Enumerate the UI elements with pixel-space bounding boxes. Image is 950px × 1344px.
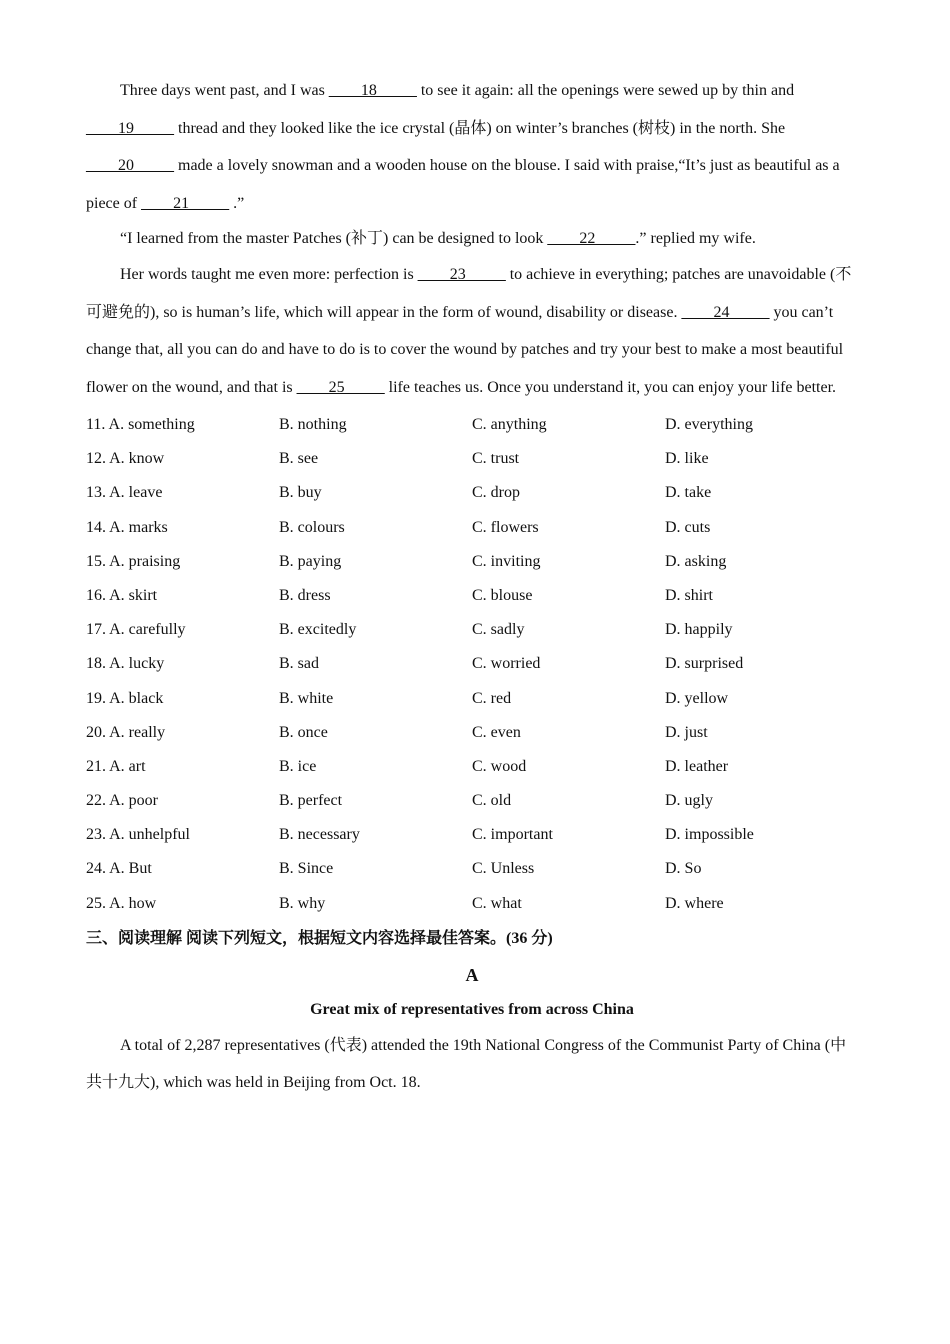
cloze-paragraph-1: [86, 72, 858, 222]
option-c: C. anything: [472, 416, 547, 433]
option-d: D. like: [665, 450, 709, 468]
option-b: B. white: [279, 689, 334, 707]
option-row: [86, 716, 858, 750]
option-d: D. leather: [665, 757, 729, 775]
option-b: B. see: [279, 450, 319, 468]
option-b: B. colours: [279, 518, 345, 536]
option-c: C. old: [472, 792, 512, 810]
option-a: 12. A. know: [86, 450, 165, 468]
option-d: D. where: [665, 894, 724, 912]
option-c: C. inviting: [472, 552, 541, 570]
option-a: 21. A. art: [86, 757, 146, 775]
blank-19: ____19_____: [86, 119, 174, 137]
text-run: life teaches us. Once you understand it, you can enjoy your life better.: [384, 378, 837, 396]
option-c: C. Unless: [472, 860, 535, 878]
option-d: D. ugly: [665, 792, 713, 810]
option-row: [86, 476, 858, 510]
blank-18: ____18_____: [328, 82, 417, 99]
passage-letter: A: [465, 964, 479, 985]
option-row: [86, 442, 858, 476]
text-run: Three days went past, and I was: [120, 82, 329, 99]
cloze-paragraph-2: [86, 222, 858, 256]
option-a: 20. A. really: [86, 723, 166, 741]
option-c: C. what: [472, 894, 522, 912]
blank-20: ____20_____: [86, 157, 174, 174]
option-c: C. sadly: [472, 621, 525, 639]
passage-title: Great mix of representatives from across China: [310, 1000, 634, 1018]
option-row: [86, 647, 858, 681]
text-run: Her words taught me even more: perfection is: [120, 266, 418, 283]
document-page: [86, 72, 858, 1102]
text-run: “I learned from the master Patches (补丁) can be designed to look: [120, 230, 548, 247]
option-d: D. asking: [665, 552, 727, 570]
option-row: [86, 818, 858, 852]
option-row: [86, 852, 858, 886]
option-b: B. nothing: [279, 416, 347, 433]
option-row: [86, 408, 858, 442]
option-row: [86, 579, 858, 613]
option-b: B. excitedly: [279, 621, 357, 639]
option-a: 23. A. unhelpful: [86, 826, 190, 844]
option-c: C. even: [472, 723, 521, 741]
option-a: 13. A. leave: [86, 484, 163, 502]
option-d: D. happily: [665, 621, 733, 639]
cloze-paragraph-3: [86, 256, 858, 406]
option-d: D. everything: [665, 416, 753, 433]
text-run: to see it again: all the openings were sewed up by thin and: [416, 82, 795, 99]
option-b: B. perfect: [279, 792, 343, 810]
option-b: B. buy: [279, 484, 322, 502]
option-row: [86, 887, 858, 921]
option-a: 17. A. carefully: [86, 621, 186, 639]
option-a: 14. A. marks: [86, 518, 168, 536]
option-d: D. shirt: [665, 586, 713, 604]
option-b: B. dress: [279, 586, 331, 604]
option-b: B. necessary: [279, 826, 360, 844]
text-run: made a lovely snowman and a wooden house on the blouse. I said with praise,“It’s just as beautiful as a piece of: [86, 157, 840, 212]
option-d: D. surprised: [665, 655, 744, 673]
option-row: [86, 613, 858, 647]
option-b: B. once: [279, 723, 328, 741]
option-a: 25. A. how: [86, 894, 157, 912]
option-c: C. worried: [472, 655, 541, 673]
option-a: 11. A. something: [86, 416, 195, 433]
options-list: [86, 408, 858, 921]
option-row: [86, 511, 858, 545]
text-run: .”: [229, 194, 245, 212]
option-c: C. red: [472, 689, 512, 707]
text-run: .” replied my wife.: [635, 230, 756, 247]
option-c: C. trust: [472, 450, 520, 468]
option-row: [86, 545, 858, 579]
passage-paragraph: A total of 2,287 representatives (代表) attended the 19th National Congress of the Communist Party of China (中共十九大), which was held in Beijing from Oct. 18.: [86, 1036, 847, 1092]
option-d: D. yellow: [665, 689, 729, 707]
option-row: [86, 750, 858, 784]
option-c: C. important: [472, 826, 553, 844]
option-a: 22. A. poor: [86, 792, 158, 810]
option-d: D. impossible: [665, 826, 754, 844]
option-d: D. take: [665, 484, 712, 502]
blank-22: ____22_____: [547, 230, 636, 247]
option-c: C. blouse: [472, 586, 533, 604]
option-row: [86, 784, 858, 818]
blank-24: ____24_____: [681, 303, 770, 321]
option-b: B. paying: [279, 552, 342, 570]
option-c: C. drop: [472, 484, 520, 502]
option-d: D. cuts: [665, 518, 711, 536]
option-a: 24. A. But: [86, 860, 152, 878]
option-b: B. Since: [279, 860, 334, 878]
blank-25: ____25_____: [296, 378, 385, 396]
option-c: C. flowers: [472, 518, 539, 536]
option-c: C. wood: [472, 757, 527, 775]
option-b: B. sad: [279, 655, 319, 673]
option-a: 16. A. skirt: [86, 586, 158, 604]
option-a: 18. A. lucky: [86, 655, 165, 673]
option-d: D. just: [665, 723, 708, 741]
text-run: to achieve in everything; patches are unavoidable (不可避免的), so is human’s life, which will appear in the form of wound, disability or disease.: [86, 266, 852, 321]
option-row: [86, 682, 858, 716]
text-run: you can’t change that, all you can do and have to do is to cover the wound by patches and try your best to make a most beautiful flower on the wound, and that is: [86, 303, 844, 396]
option-b: B. ice: [279, 757, 317, 775]
option-a: 19. A. black: [86, 689, 164, 707]
blank-23: ____23_____: [417, 266, 506, 283]
blank-21: ____21_____: [141, 194, 230, 212]
section-heading: 三、阅读理解 阅读下列短文，根据短文内容选择最佳答案。(36 分): [86, 929, 553, 947]
option-b: B. why: [279, 894, 326, 912]
option-d: D. So: [665, 860, 702, 878]
text-run: thread and they looked like the ice crystal (晶体) on winter’s branches (树枝) in the north. She: [174, 119, 786, 137]
option-a: 15. A. praising: [86, 552, 181, 570]
